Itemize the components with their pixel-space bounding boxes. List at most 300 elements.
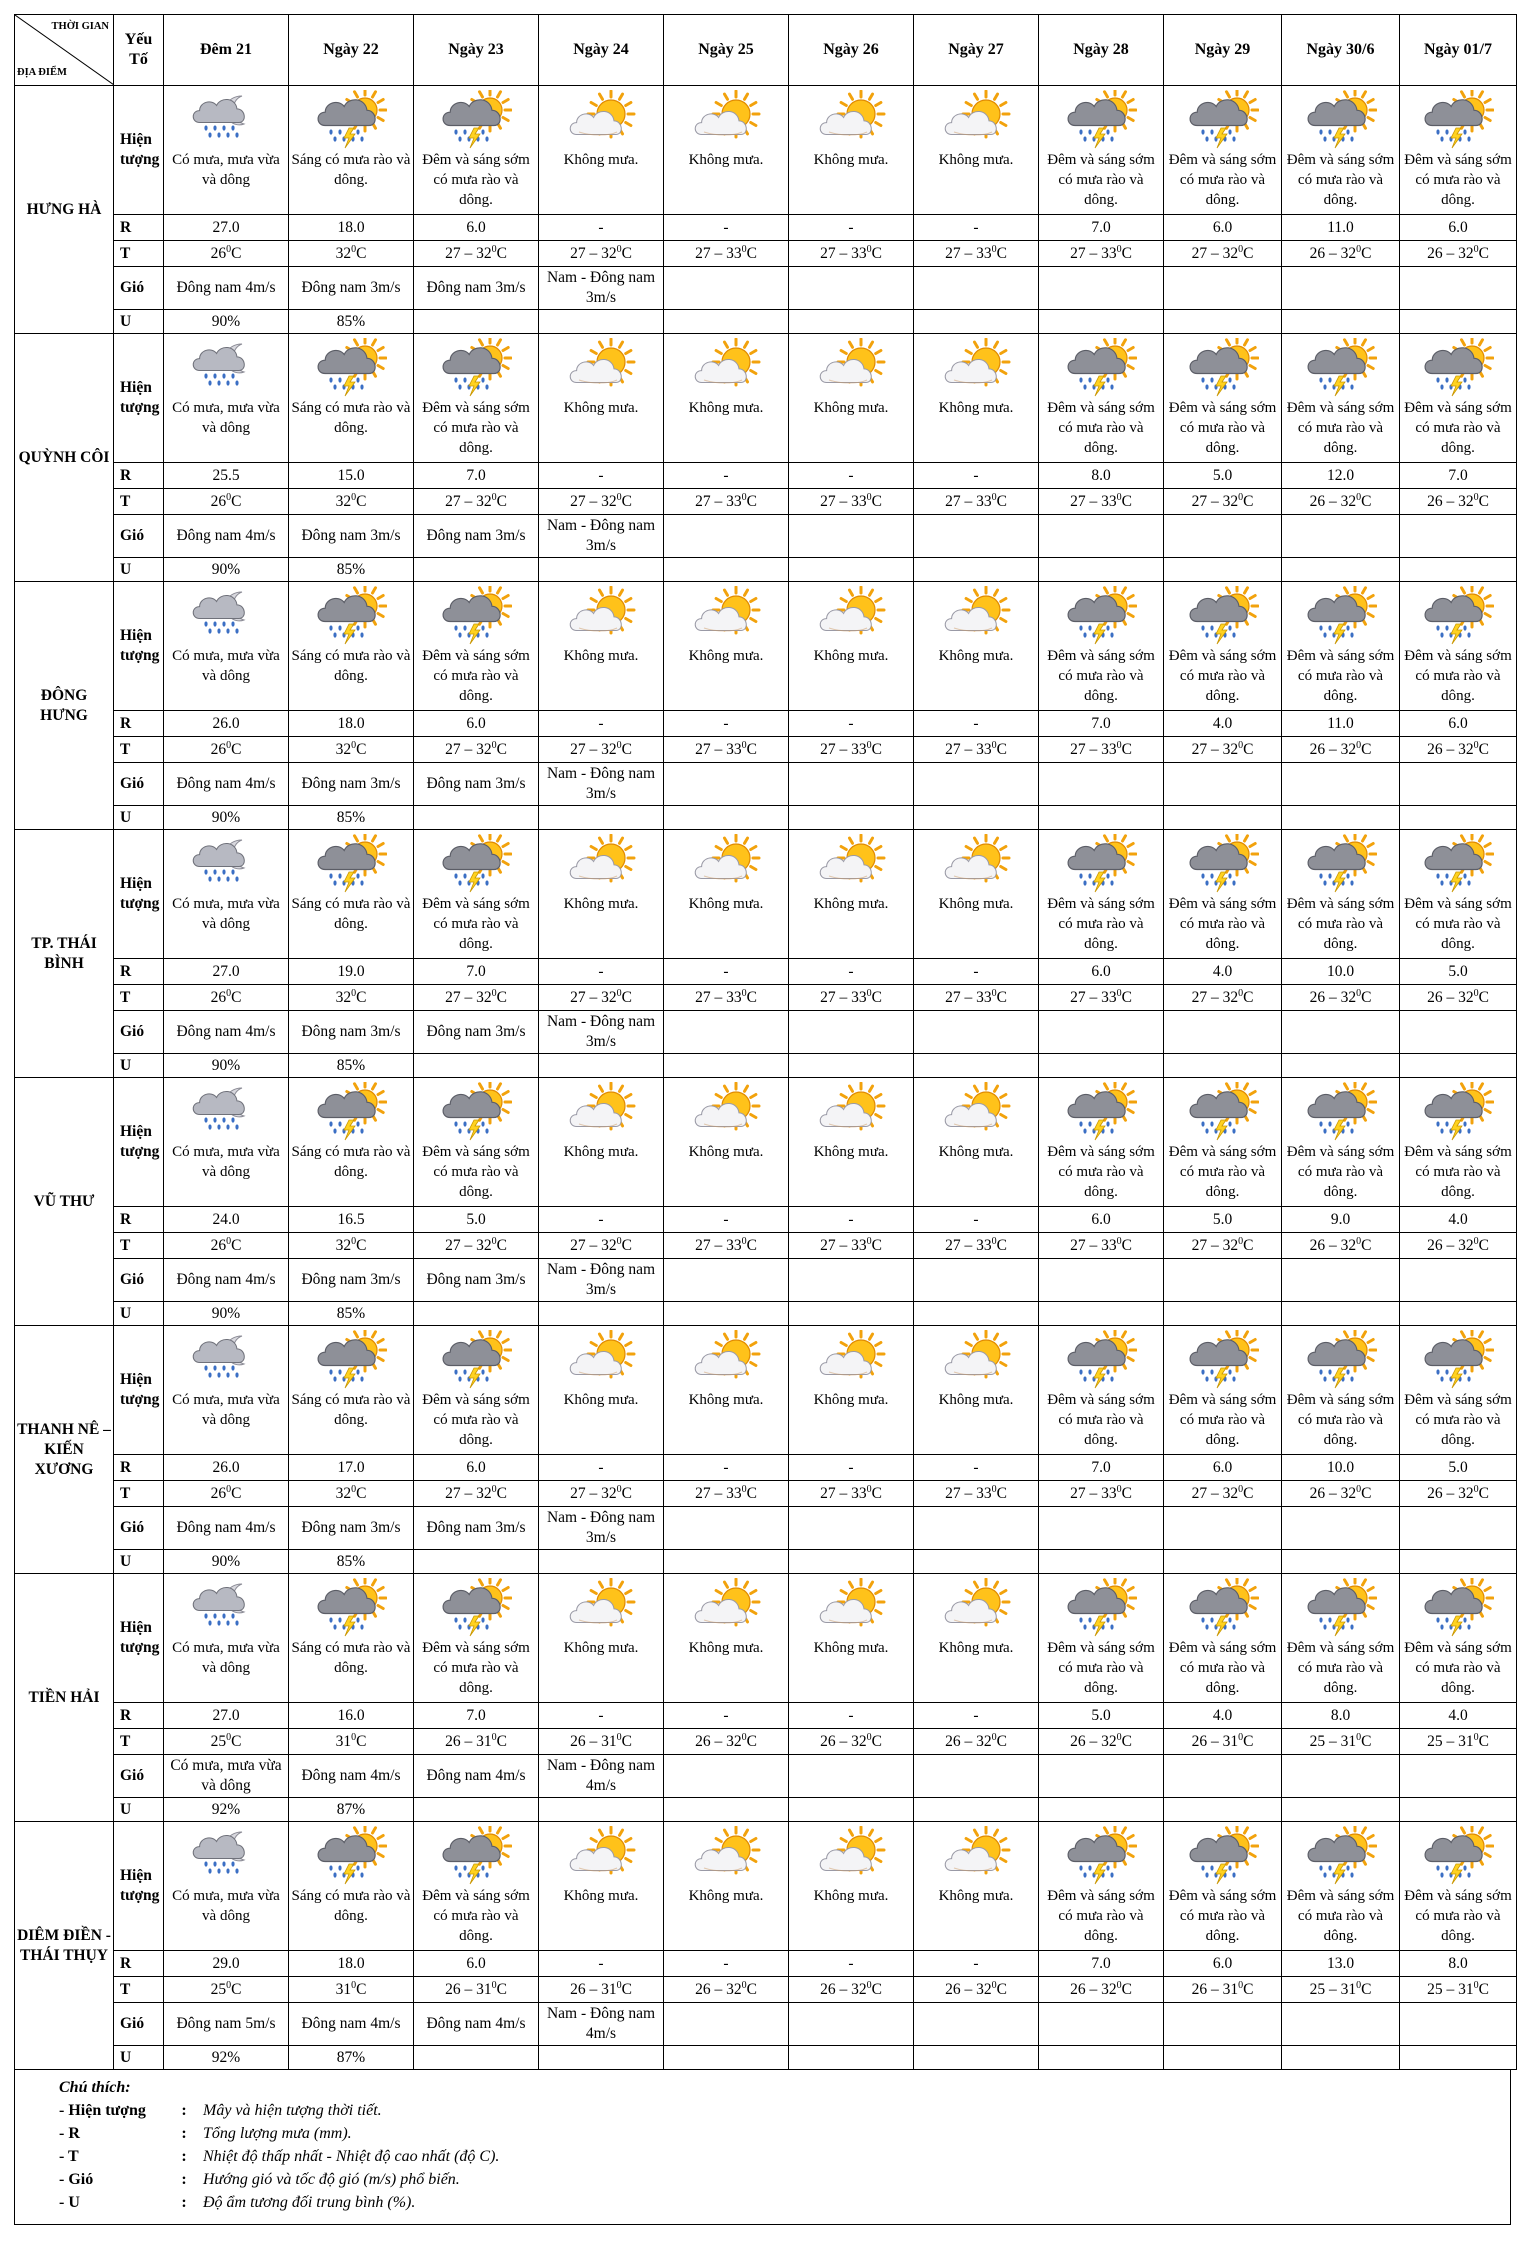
u-value — [664, 1302, 789, 1326]
sun-cloud-icon — [690, 90, 762, 150]
wind-value: Đông nam 3m/s — [289, 763, 414, 806]
wind-value: Đông nam 4m/s — [414, 1755, 539, 1798]
row-r — [15, 463, 1517, 489]
phenomenon-cell — [539, 86, 664, 215]
t-value: $27 - 33^0C$ — [789, 737, 914, 763]
wind-value — [1164, 763, 1282, 806]
wind-value — [1400, 1507, 1517, 1550]
t-value: $26^0C$ — [164, 1233, 289, 1259]
phenomenon-cell — [289, 1822, 414, 1951]
wind-value — [1039, 1507, 1164, 1550]
phenomenon-text: Không mưa. — [563, 152, 639, 168]
wind-value: Đông nam 4m/s — [164, 1507, 289, 1550]
row-phen — [15, 1574, 1517, 1703]
row-phen — [15, 830, 1517, 959]
t-value: $27 - 32^0C$ — [414, 985, 539, 1011]
phenomenon-cell — [914, 830, 1039, 959]
factor-label-r: R — [114, 959, 164, 985]
u-value — [1164, 1302, 1282, 1326]
r-value: - — [789, 215, 914, 241]
r-value: 5.0 — [1039, 1703, 1164, 1729]
row-phen — [15, 1326, 1517, 1455]
cloud-storm-icon — [440, 90, 512, 150]
phenomenon-text: Không mưa. — [563, 896, 639, 912]
cloud-storm-icon — [1422, 1330, 1494, 1390]
cloud-storm-icon — [1422, 338, 1494, 398]
r-value: 24.0 — [164, 1207, 289, 1233]
legend-sep: : — [181, 2194, 187, 2211]
r-value: 6.0 — [1039, 959, 1164, 985]
phenomenon-cell — [789, 334, 914, 463]
u-value — [414, 558, 539, 582]
row-t — [15, 1977, 1517, 2003]
factor-label-u: U — [114, 1054, 164, 1078]
u-value — [1039, 1798, 1164, 1822]
u-value: 90% — [164, 310, 289, 334]
u-value — [664, 310, 789, 334]
r-value: - — [539, 1455, 664, 1481]
factor-label-u: U — [114, 806, 164, 830]
u-value — [914, 1302, 1039, 1326]
sun-cloud-icon — [940, 90, 1012, 150]
cloud-storm-icon — [440, 1082, 512, 1142]
t-value: $27 - 32^0C$ — [539, 985, 664, 1011]
cloud-storm-icon — [315, 586, 387, 646]
u-value: 85% — [289, 1054, 414, 1078]
phenomenon-text: Không mưa. — [813, 896, 889, 912]
phenomenon-text: Không mưa. — [938, 896, 1014, 912]
t-value: $26 - 32^0C$ — [1282, 1233, 1400, 1259]
r-value: 6.0 — [1164, 1455, 1282, 1481]
phenomenon-text: Không mưa. — [563, 1392, 639, 1408]
r-value: 7.0 — [1400, 463, 1517, 489]
phenomenon-text: Sáng có mưa rào và dông. — [291, 1888, 411, 1924]
u-value: 92% — [164, 2046, 289, 2070]
wind-value: Đông nam 4m/s — [164, 515, 289, 558]
wind-value — [914, 763, 1039, 806]
row-t — [15, 1729, 1517, 1755]
wind-value — [789, 1011, 914, 1054]
cloud-storm-icon — [1065, 586, 1137, 646]
t-value: $27 - 32^0C$ — [1164, 489, 1282, 515]
factor-label-phen: Hiện tượng — [114, 582, 164, 711]
wind-value: Đông nam 3m/s — [289, 1011, 414, 1054]
r-value: - — [914, 1703, 1039, 1729]
wind-value — [664, 1259, 789, 1302]
cloud-storm-icon — [1305, 1826, 1377, 1886]
wind-value — [1164, 1755, 1282, 1798]
u-value — [664, 558, 789, 582]
r-value: 18.0 — [289, 711, 414, 737]
sun-cloud-icon — [690, 1330, 762, 1390]
phenomenon-text: Không mưa. — [563, 1144, 639, 1160]
row-r — [15, 1207, 1517, 1233]
u-value — [1164, 310, 1282, 334]
r-value: 5.0 — [1164, 1207, 1282, 1233]
phenomenon-text: Đêm và sáng sớm có mưa rào và dông. — [1168, 648, 1277, 704]
cloud-storm-icon — [315, 338, 387, 398]
t-value: $25 - 31^0C$ — [1400, 1977, 1517, 2003]
t-value: $27 - 32^0C$ — [539, 737, 664, 763]
cloud-storm-icon — [315, 1082, 387, 1142]
phenomenon-text: Đêm và sáng sớm có mưa rào và dông. — [1404, 648, 1512, 704]
phenomenon-text: Đêm và sáng sớm có mưa rào và dông. — [1286, 1392, 1395, 1448]
r-value: 13.0 — [1282, 1951, 1400, 1977]
factor-label-t: T — [114, 737, 164, 763]
sun-cloud-icon — [815, 834, 887, 894]
sun-cloud-icon — [815, 1330, 887, 1390]
phenomenon-cell — [789, 830, 914, 959]
day-header: Ngày 27 — [914, 15, 1039, 86]
phenomenon-cell — [289, 1326, 414, 1455]
wind-value — [664, 515, 789, 558]
u-value — [539, 1798, 664, 1822]
r-value: - — [664, 711, 789, 737]
u-value — [664, 2046, 789, 2070]
wind-value: Nam - Đông nam 4m/s — [539, 1755, 664, 1798]
u-value — [1282, 1302, 1400, 1326]
t-value: $26^0C$ — [164, 737, 289, 763]
phenomenon-cell — [664, 86, 789, 215]
wind-value — [1400, 515, 1517, 558]
phenomenon-cell — [789, 582, 914, 711]
wind-value: Đông nam 3m/s — [414, 1507, 539, 1550]
phenomenon-cell — [539, 334, 664, 463]
legend-item — [15, 2168, 1510, 2191]
t-value: $26 - 32^0C$ — [1400, 985, 1517, 1011]
phenomenon-cell — [1282, 1326, 1400, 1455]
phenomenon-text: Không mưa. — [688, 1888, 764, 1904]
phenomenon-text: Đêm và sáng sớm có mưa rào và dông. — [1404, 152, 1512, 208]
cloud-storm-icon — [315, 1330, 387, 1390]
u-value — [914, 558, 1039, 582]
row-r — [15, 711, 1517, 737]
sun-cloud-icon — [940, 586, 1012, 646]
t-value: $32^0C$ — [289, 985, 414, 1011]
phenomenon-cell — [1400, 830, 1517, 959]
sun-cloud-icon — [815, 586, 887, 646]
r-value: - — [914, 215, 1039, 241]
sun-cloud-icon — [565, 90, 637, 150]
u-value — [1400, 1054, 1517, 1078]
phenomenon-cell — [789, 86, 914, 215]
t-value: $32^0C$ — [289, 1481, 414, 1507]
sun-cloud-icon — [690, 1578, 762, 1638]
phenomenon-text: Đêm và sáng sớm có mưa rào và dông. — [1168, 400, 1277, 456]
phenomenon-text: Đêm và sáng sớm có mưa rào và dông. — [422, 152, 530, 208]
sun-cloud-icon — [690, 834, 762, 894]
factor-label-phen: Hiện tượng — [114, 1822, 164, 1951]
factor-label-r: R — [114, 1951, 164, 1977]
r-value: 4.0 — [1400, 1703, 1517, 1729]
cloud-storm-icon — [1065, 1330, 1137, 1390]
sun-cloud-icon — [815, 1082, 887, 1142]
wind-value: Đông nam 3m/s — [289, 515, 414, 558]
u-value — [789, 1054, 914, 1078]
wind-value: Nam - Đông nam 3m/s — [539, 1507, 664, 1550]
t-value: $25 - 31^0C$ — [1282, 1729, 1400, 1755]
day-header: Ngày 25 — [664, 15, 789, 86]
u-value — [414, 310, 539, 334]
wind-value: Đông nam 4m/s — [414, 2003, 539, 2046]
wind-value — [1282, 1011, 1400, 1054]
wind-value: Đông nam 4m/s — [289, 2003, 414, 2046]
phenomenon-cell — [1400, 1822, 1517, 1951]
phenomenon-cell — [1400, 1574, 1517, 1703]
legend-sep: : — [181, 2125, 187, 2142]
t-value: $26 - 32^0C$ — [664, 1729, 789, 1755]
row-wind — [15, 1507, 1517, 1550]
r-value: - — [914, 711, 1039, 737]
t-value: $26 - 32^0C$ — [1400, 1233, 1517, 1259]
phenomenon-cell — [164, 582, 289, 711]
factor-label-phen: Hiện tượng — [114, 334, 164, 463]
u-value: 85% — [289, 1302, 414, 1326]
wind-value: Đông nam 4m/s — [164, 267, 289, 310]
phenomenon-cell — [414, 1822, 539, 1951]
cloud-storm-icon — [1305, 834, 1377, 894]
u-value — [1400, 310, 1517, 334]
r-value: 9.0 — [1282, 1207, 1400, 1233]
phenomenon-cell — [1164, 86, 1282, 215]
factor-label-u: U — [114, 1798, 164, 1822]
phenomenon-text: Không mưa. — [813, 648, 889, 664]
u-value — [1400, 1798, 1517, 1822]
phenomenon-text: Có mưa, mưa vừa và dông — [172, 896, 280, 932]
cloud-storm-icon — [315, 834, 387, 894]
r-value: 5.0 — [1400, 959, 1517, 985]
t-value: $27 - 32^0C$ — [414, 737, 539, 763]
phenomenon-cell — [1039, 1326, 1164, 1455]
u-value — [1282, 558, 1400, 582]
u-value — [664, 1054, 789, 1078]
wind-value — [789, 515, 914, 558]
r-value: 6.0 — [414, 711, 539, 737]
t-value: $26 - 31^0C$ — [1164, 1729, 1282, 1755]
r-value: 6.0 — [414, 1455, 539, 1481]
phenomenon-cell — [914, 582, 1039, 711]
row-u — [15, 2046, 1517, 2070]
location-name: TIỀN HẢI — [15, 1574, 114, 1822]
phenomenon-cell — [1039, 86, 1164, 215]
phenomenon-text: Không mưa. — [813, 152, 889, 168]
cloud-storm-icon — [1065, 1826, 1137, 1886]
wind-value: Đông nam 3m/s — [414, 1011, 539, 1054]
factor-label-t: T — [114, 1729, 164, 1755]
wind-value — [664, 1011, 789, 1054]
phenomenon-cell — [1164, 1574, 1282, 1703]
r-value: - — [664, 1703, 789, 1729]
wind-value — [1400, 1755, 1517, 1798]
phenomenon-text: Đêm và sáng sớm có mưa rào và dông. — [1286, 648, 1395, 704]
phenomenon-text: Đêm và sáng sớm có mưa rào và dông. — [1168, 896, 1277, 952]
phenomenon-cell — [164, 334, 289, 463]
t-value: $27 - 33^0C$ — [1039, 1233, 1164, 1259]
row-phen — [15, 1078, 1517, 1207]
phenomenon-text: Sáng có mưa rào và dông. — [291, 1392, 411, 1428]
r-value: - — [539, 463, 664, 489]
u-value — [914, 1550, 1039, 1574]
r-value: 4.0 — [1400, 1207, 1517, 1233]
t-value: $27 - 33^0C$ — [1039, 985, 1164, 1011]
r-value: 4.0 — [1164, 711, 1282, 737]
r-value: 19.0 — [289, 959, 414, 985]
u-value — [539, 1550, 664, 1574]
wind-value — [1039, 267, 1164, 310]
factor-label-wind: Gió — [114, 267, 164, 310]
phenomenon-cell — [164, 1574, 289, 1703]
phenomenon-text: Đêm và sáng sớm có mưa rào và dông. — [1047, 1888, 1155, 1944]
wind-value — [789, 1755, 914, 1798]
factor-label-wind: Gió — [114, 1507, 164, 1550]
night-rain-icon — [190, 1578, 262, 1638]
phenomenon-cell — [539, 1574, 664, 1703]
u-value — [1282, 2046, 1400, 2070]
cloud-storm-icon — [1422, 1578, 1494, 1638]
phenomenon-cell — [664, 830, 789, 959]
u-value — [414, 1054, 539, 1078]
corner-time-label: THỜI GIAN — [51, 21, 109, 32]
r-value: 6.0 — [414, 215, 539, 241]
phenomenon-cell — [164, 830, 289, 959]
factor-label-phen: Hiện tượng — [114, 830, 164, 959]
r-value: 17.0 — [289, 1455, 414, 1481]
phenomenon-text: Đêm và sáng sớm có mưa rào và dông. — [1286, 896, 1395, 952]
phenomenon-cell — [289, 334, 414, 463]
wind-value — [789, 1507, 914, 1550]
phenomenon-cell — [1282, 334, 1400, 463]
u-value — [1282, 806, 1400, 830]
phenomenon-cell — [1282, 830, 1400, 959]
cloud-storm-icon — [1422, 90, 1494, 150]
t-value: $27 - 33^0C$ — [914, 985, 1039, 1011]
row-r — [15, 1455, 1517, 1481]
phenomenon-text: Không mưa. — [813, 1392, 889, 1408]
t-value: $27 - 32^0C$ — [414, 489, 539, 515]
row-r — [15, 1703, 1517, 1729]
phenomenon-text: Đêm và sáng sớm có mưa rào và dông. — [422, 1640, 530, 1696]
row-wind — [15, 515, 1517, 558]
phenomenon-cell — [164, 86, 289, 215]
r-value: - — [539, 215, 664, 241]
wind-value: Đông nam 3m/s — [414, 515, 539, 558]
t-value: $26 - 32^0C$ — [1282, 489, 1400, 515]
r-value: - — [664, 463, 789, 489]
r-value: - — [539, 711, 664, 737]
cloud-storm-icon — [1305, 1578, 1377, 1638]
factor-label-wind: Gió — [114, 763, 164, 806]
wind-value — [914, 1011, 1039, 1054]
wind-value — [664, 1755, 789, 1798]
wind-value — [1282, 2003, 1400, 2046]
cloud-storm-icon — [315, 90, 387, 150]
r-value: 29.0 — [164, 1951, 289, 1977]
t-value: $26 - 32^0C$ — [789, 1977, 914, 2003]
u-value — [1039, 310, 1164, 334]
phenomenon-cell — [414, 1574, 539, 1703]
row-u — [15, 310, 1517, 334]
phenomenon-text: Không mưa. — [813, 400, 889, 416]
u-value — [539, 2046, 664, 2070]
phenomenon-cell — [1282, 1078, 1400, 1207]
u-value — [539, 310, 664, 334]
legend-sep: : — [181, 2148, 187, 2165]
t-value: $27 - 33^0C$ — [1039, 489, 1164, 515]
sun-cloud-icon — [940, 1082, 1012, 1142]
u-value: 85% — [289, 806, 414, 830]
t-value: $26 - 32^0C$ — [1400, 241, 1517, 267]
u-value — [1039, 806, 1164, 830]
row-u — [15, 1302, 1517, 1326]
wind-value — [1164, 1011, 1282, 1054]
phenomenon-cell — [164, 1078, 289, 1207]
phenomenon-cell — [1039, 1574, 1164, 1703]
factor-label-t: T — [114, 1481, 164, 1507]
phenomenon-cell — [1039, 582, 1164, 711]
phenomenon-cell — [789, 1326, 914, 1455]
r-value: 7.0 — [414, 463, 539, 489]
wind-value: Đông nam 4m/s — [289, 1755, 414, 1798]
phenomenon-text: Đêm và sáng sớm có mưa rào và dông. — [1047, 648, 1155, 704]
r-value: 12.0 — [1282, 463, 1400, 489]
cloud-storm-icon — [440, 586, 512, 646]
r-value: 5.0 — [1400, 1455, 1517, 1481]
t-value: $25^0C$ — [164, 1729, 289, 1755]
u-value — [1400, 1550, 1517, 1574]
t-value: $26^0C$ — [164, 241, 289, 267]
phenomenon-cell — [664, 1326, 789, 1455]
u-value — [1400, 558, 1517, 582]
day-header: Ngày 30/6 — [1282, 15, 1400, 86]
u-value — [1282, 1798, 1400, 1822]
phenomenon-text: Sáng có mưa rào và dông. — [291, 400, 411, 436]
cloud-storm-icon — [1422, 1826, 1494, 1886]
t-value: $27 - 32^0C$ — [1164, 737, 1282, 763]
r-value: 7.0 — [1039, 1455, 1164, 1481]
factor-label-r: R — [114, 1455, 164, 1481]
u-value — [914, 310, 1039, 334]
factor-label-wind: Gió — [114, 1011, 164, 1054]
u-value — [1039, 2046, 1164, 2070]
t-value: $26 - 31^0C$ — [1164, 1977, 1282, 2003]
u-value — [789, 2046, 914, 2070]
phenomenon-text: Không mưa. — [688, 152, 764, 168]
wind-value — [1164, 1507, 1282, 1550]
forecast-table — [14, 14, 1517, 2070]
r-value: - — [789, 1703, 914, 1729]
sun-cloud-icon — [690, 1082, 762, 1142]
wind-value: Đông nam 3m/s — [414, 267, 539, 310]
factor-label-r: R — [114, 215, 164, 241]
r-value: - — [789, 711, 914, 737]
wind-value — [914, 1259, 1039, 1302]
t-value: $27 - 32^0C$ — [1164, 1233, 1282, 1259]
wind-value — [1400, 267, 1517, 310]
t-value: $27 - 32^0C$ — [539, 1481, 664, 1507]
row-phen — [15, 1822, 1517, 1951]
r-value: - — [664, 215, 789, 241]
factor-label-r: R — [114, 1207, 164, 1233]
row-u — [15, 558, 1517, 582]
t-value: $32^0C$ — [289, 489, 414, 515]
u-value — [664, 1550, 789, 1574]
r-value: - — [914, 1207, 1039, 1233]
location-name: ĐÔNG HƯNG — [15, 582, 114, 830]
r-value: - — [664, 959, 789, 985]
wind-value — [1282, 515, 1400, 558]
cloud-storm-icon — [1305, 1082, 1377, 1142]
cloud-storm-icon — [315, 1578, 387, 1638]
